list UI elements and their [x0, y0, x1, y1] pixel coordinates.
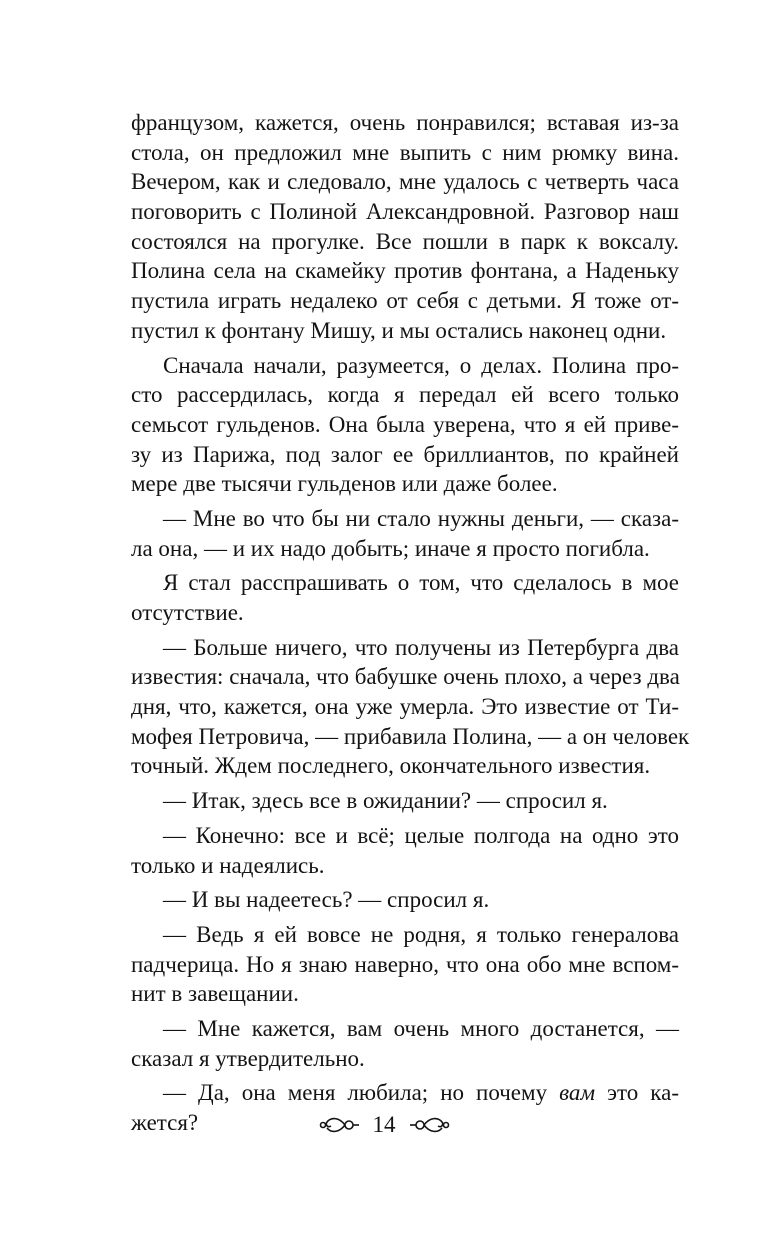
- page-number: 14: [372, 1112, 396, 1137]
- line-text: отсутствие.: [131, 600, 244, 625]
- line-text: — Больше ничего, что получены из Петербурга два: [163, 634, 679, 660]
- page-body: [131, 108, 690, 1138]
- line-text: сказал я утвердительно.: [131, 1045, 365, 1071]
- text-line: [131, 1014, 679, 1044]
- text-line: [131, 821, 679, 851]
- text-line: [131, 1078, 679, 1108]
- line-text: дня, что, кажется, она уже умерла. Это известие от Ти-: [131, 694, 679, 720]
- line-text: мофея Петровича, — прибавила Полина, — а он человек: [131, 723, 690, 749]
- line-text: пустил к фонтану Мишу, и мы остались наконец одни.: [131, 317, 667, 343]
- text-line: [131, 440, 679, 470]
- text-line: [131, 920, 679, 950]
- text-line: [131, 410, 679, 440]
- text-line: [131, 598, 679, 628]
- fleuron-right-icon: [408, 1113, 452, 1137]
- text-line: [131, 138, 679, 168]
- line-text: — Конечно: все и всё; целые полгода на одно это: [163, 822, 679, 848]
- text-line: [131, 108, 679, 138]
- text-line: [131, 851, 679, 881]
- text-line: [131, 950, 679, 980]
- line-text: ла она, — и их надо добыть; иначе я просто погибла.: [131, 535, 650, 561]
- text-line: [131, 316, 679, 346]
- text-line: [131, 286, 679, 316]
- line-text: — Да, она меня любила; но почему: [163, 1080, 560, 1106]
- line-text: — Мне во что бы ни стало нужны деньги, — сказа-: [163, 505, 679, 531]
- line-text: известия: сначала, что бабушке очень плохо, а через два: [131, 664, 680, 690]
- text-line: [131, 351, 679, 381]
- text-line: [131, 469, 679, 499]
- line-text: семьсот гульденов. Она была уверена, что я ей приве-: [131, 411, 679, 437]
- text-line: [131, 786, 679, 816]
- line-text: только и надеялись.: [131, 852, 325, 878]
- text-line: [131, 380, 679, 410]
- text-line: [131, 1044, 679, 1074]
- text-line: [131, 979, 679, 1009]
- line-text: — И вы надеетесь? — спросил я.: [163, 887, 490, 913]
- text-line: [131, 662, 679, 692]
- line-text: Я стал расспрашивать о том, что сделалось в мое: [163, 570, 679, 596]
- line-text-tail: это ка-: [595, 1080, 679, 1106]
- text-line: [131, 568, 679, 598]
- line-text: стола, он предложил мне выпить с ним рюмку вина.: [131, 139, 679, 165]
- line-text: поговорить с Полиной Александровной. Разговор наш: [131, 199, 679, 225]
- line-text: Вечером, как и следовало, мне удалось с четверть часа: [131, 169, 679, 195]
- line-text: — Ведь я ей вовсе не родня, я только генералова: [163, 921, 679, 947]
- line-text: точный. Ждем последнего, окончательного известия.: [131, 753, 651, 779]
- line-text: зу из Парижа, под залог ее бриллиантов, по крайней: [131, 441, 679, 467]
- text-line: [131, 227, 679, 257]
- text-line: [131, 751, 679, 781]
- text-line: [131, 692, 679, 722]
- line-text: падчерица. Но я знаю наверно, что она обо мне вспом-: [131, 951, 679, 977]
- text-line: [131, 722, 690, 752]
- line-text: нит в завещании.: [131, 981, 299, 1007]
- line-text: сто рассердилась, когда я передал ей всего только: [131, 382, 679, 408]
- emphasis-text: вам: [559, 1080, 596, 1106]
- text-line: [131, 167, 679, 197]
- line-text: — Итак, здесь все в ожидании? — спросил я.: [163, 788, 608, 814]
- text-line: [131, 534, 679, 564]
- text-line: [131, 885, 679, 915]
- line-text: пустила играть недалеко от себя с детьми. Я тоже от-: [131, 288, 679, 314]
- line-text: состоялся на прогулке. Все пошли в парк к воксалу.: [131, 228, 679, 254]
- text-line: [131, 633, 679, 663]
- line-text: — Мне кажется, вам очень много достанется, —: [163, 1015, 679, 1041]
- text-line: [131, 197, 679, 227]
- line-text: Сначала начали, разумеется, о делах. Полина про-: [163, 352, 679, 378]
- line-text: жется?: [131, 1110, 199, 1135]
- line-text: Полина села на скамейку против фонтана, а Наденьку: [131, 258, 679, 284]
- page-footer: [0, 1108, 768, 1142]
- line-text: мере две тысячи гульденов или даже более.: [131, 471, 558, 497]
- text-line: [131, 504, 679, 534]
- line-text: французом, кажется, очень понравился; вставая из-за: [131, 110, 679, 135]
- fleuron-left-icon: [317, 1113, 361, 1137]
- text-line: [131, 256, 679, 286]
